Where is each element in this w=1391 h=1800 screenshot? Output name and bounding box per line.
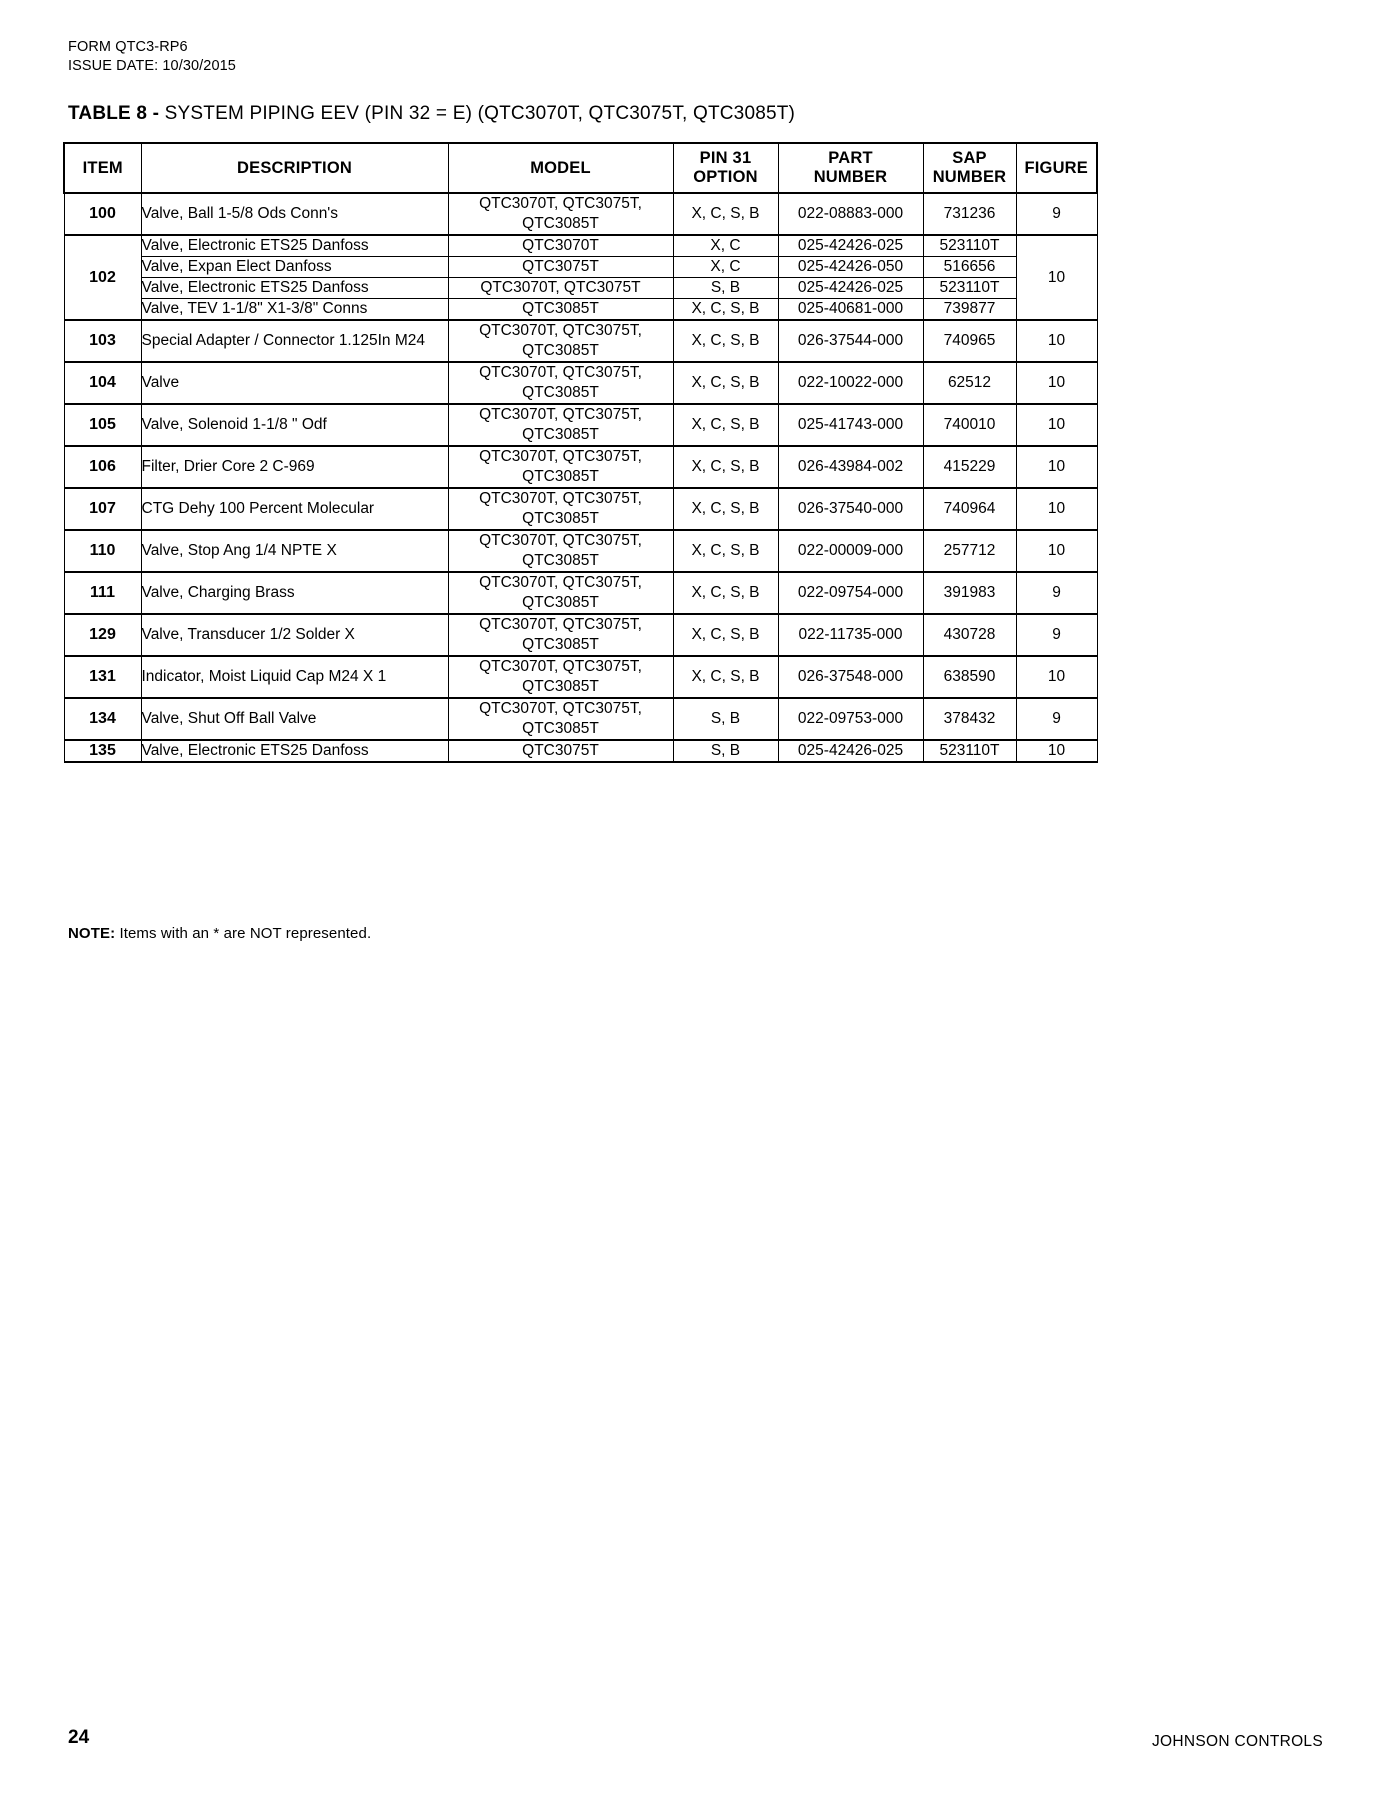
cell-description: Valve [141,362,448,404]
cell-part-number: 025-42426-025 [778,278,923,299]
cell-model: QTC3070T, QTC3075T, QTC3085T [448,572,673,614]
cell-part-number: 026-37548-000 [778,656,923,698]
cell-pin31-option: X, C, S, B [673,193,778,235]
cell-item: 104 [64,362,141,404]
cell-item: 110 [64,530,141,572]
cell-pin31-option: X, C, S, B [673,572,778,614]
cell-description: Valve, Transducer 1/2 Solder X [141,614,448,656]
cell-sap-number: 523110T [923,278,1016,299]
cell-figure: 10 [1016,446,1097,488]
cell-figure: 10 [1016,656,1097,698]
table-row [64,488,1097,530]
table-row [64,193,1097,235]
cell-model: QTC3070T, QTC3075T, QTC3085T [448,488,673,530]
pin31-line2: OPTION [693,168,758,186]
cell-pin31-option: S, B [673,278,778,299]
cell-part-number: 022-09753-000 [778,698,923,740]
document-header [68,38,236,75]
cell-figure: 9 [1016,572,1097,614]
cell-sap-number: 740965 [923,320,1016,362]
cell-description: CTG Dehy 100 Percent Molecular [141,488,448,530]
cell-description: Valve, Solenoid 1-1/8 " Odf [141,404,448,446]
cell-figure: 9 [1016,614,1097,656]
cell-figure: 10 [1016,530,1097,572]
cell-pin31-option: X, C, S, B [673,320,778,362]
cell-sap-number: 731236 [923,193,1016,235]
cell-part-number: 022-00009-000 [778,530,923,572]
table-row [64,740,1097,762]
table-title [68,103,795,125]
table-row [64,614,1097,656]
form-number: FORM QTC3-RP6 [68,39,188,55]
cell-sap-number: 415229 [923,446,1016,488]
cell-part-number: 022-08883-000 [778,193,923,235]
table-row [64,572,1097,614]
table-title-label: TABLE 8 - [68,103,165,124]
cell-model: QTC3070T, QTC3075T, QTC3085T [448,446,673,488]
cell-pin31-option: X, C, S, B [673,299,778,321]
cell-model: QTC3070T, QTC3075T, QTC3085T [448,698,673,740]
cell-model: QTC3070T, QTC3075T, QTC3085T [448,193,673,235]
cell-pin31-option: X, C [673,257,778,278]
cell-sap-number: 739877 [923,299,1016,321]
cell-item: 134 [64,698,141,740]
cell-item: 131 [64,656,141,698]
column-header-item: ITEM [64,143,141,193]
table-row [64,320,1097,362]
cell-description: Valve, Electronic ETS25 Danfoss [141,278,448,299]
column-header-figure: FIGURE [1016,143,1097,193]
cell-model: QTC3070T, QTC3075T [448,278,673,299]
cell-sap-number: 516656 [923,257,1016,278]
parts-table-body [64,193,1097,762]
part-line2: NUMBER [813,168,888,186]
cell-sap-number: 62512 [923,362,1016,404]
table-title-text: SYSTEM PIPING EEV (PIN 32 = E) (QTC3070T, QTC3075T, QTC3085T) [164,103,796,124]
table-row [64,656,1097,698]
cell-description: Valve, Ball 1-5/8 Ods Conn's [141,193,448,235]
part-line1: PART [828,149,873,167]
table-row [64,299,1097,321]
table-row [64,404,1097,446]
cell-pin31-option: X, C, S, B [673,488,778,530]
cell-pin31-option: S, B [673,698,778,740]
pin31-line1: PIN 31 [699,149,752,167]
cell-figure: 10 [1016,404,1097,446]
cell-part-number: 022-11735-000 [778,614,923,656]
page-number: 24 [68,1727,90,1748]
cell-part-number: 025-42426-050 [778,257,923,278]
cell-part-number: 025-41743-000 [778,404,923,446]
column-header-description: DESCRIPTION [141,143,448,193]
cell-description: Filter, Drier Core 2 C-969 [141,446,448,488]
cell-pin31-option: X, C, S, B [673,614,778,656]
cell-figure: 9 [1016,193,1097,235]
table-note [68,925,371,942]
cell-pin31-option: X, C, S, B [673,530,778,572]
cell-item: 129 [64,614,141,656]
cell-description: Valve, Shut Off Ball Valve [141,698,448,740]
cell-pin31-option: X, C [673,235,778,257]
table-row [64,362,1097,404]
cell-description: Special Adapter / Connector 1.125In M24 [141,320,448,362]
cell-part-number: 025-42426-025 [778,235,923,257]
cell-model: QTC3070T [448,235,673,257]
cell-item: 107 [64,488,141,530]
table-row [64,235,1097,257]
cell-sap-number: 523110T [923,740,1016,762]
cell-model: QTC3070T, QTC3075T, QTC3085T [448,656,673,698]
cell-figure: 10 [1016,362,1097,404]
cell-model: QTC3070T, QTC3075T, QTC3085T [448,320,673,362]
cell-pin31-option: X, C, S, B [673,404,778,446]
cell-part-number: 025-42426-025 [778,740,923,762]
cell-figure: 10 [1016,235,1097,320]
note-text: Items with an * are NOT represented. [115,925,372,942]
cell-description: Indicator, Moist Liquid Cap M24 X 1 [141,656,448,698]
table-row [64,257,1097,278]
cell-sap-number: 740010 [923,404,1016,446]
cell-item: 135 [64,740,141,762]
column-header-part-number [778,143,923,193]
cell-description: Valve, Charging Brass [141,572,448,614]
issue-date: ISSUE DATE: 10/30/2015 [68,57,236,74]
note-label: NOTE: [68,925,116,942]
cell-sap-number: 430728 [923,614,1016,656]
cell-figure: 10 [1016,488,1097,530]
table-row [64,698,1097,740]
cell-sap-number: 257712 [923,530,1016,572]
cell-item: 111 [64,572,141,614]
cell-description: Valve, TEV 1-1/8" X1-3/8" Conns [141,299,448,321]
cell-pin31-option: X, C, S, B [673,446,778,488]
cell-item: 103 [64,320,141,362]
cell-model: QTC3070T, QTC3075T, QTC3085T [448,404,673,446]
cell-item: 106 [64,446,141,488]
cell-model: QTC3075T [448,257,673,278]
parts-table [63,142,1098,763]
cell-part-number: 026-37540-000 [778,488,923,530]
cell-part-number: 026-37544-000 [778,320,923,362]
cell-description: Valve, Expan Elect Danfoss [141,257,448,278]
cell-item: 105 [64,404,141,446]
cell-description: Valve, Electronic ETS25 Danfoss [141,235,448,257]
cell-model: QTC3085T [448,299,673,321]
cell-description: Valve, Electronic ETS25 Danfoss [141,740,448,762]
cell-sap-number: 740964 [923,488,1016,530]
table-row [64,530,1097,572]
cell-model: QTC3070T, QTC3075T, QTC3085T [448,530,673,572]
column-header-pin31-option [673,143,778,193]
cell-pin31-option: S, B [673,740,778,762]
cell-description: Valve, Stop Ang 1/4 NPTE X [141,530,448,572]
cell-model: QTC3070T, QTC3075T, QTC3085T [448,614,673,656]
cell-part-number: 026-43984-002 [778,446,923,488]
table-row [64,278,1097,299]
cell-figure: 10 [1016,320,1097,362]
cell-item: 102 [64,235,141,320]
table-header-row [64,143,1097,193]
sap-line1: SAP [952,149,987,167]
cell-sap-number: 391983 [923,572,1016,614]
cell-pin31-option: X, C, S, B [673,362,778,404]
cell-part-number: 022-09754-000 [778,572,923,614]
cell-sap-number: 378432 [923,698,1016,740]
cell-figure: 9 [1016,698,1097,740]
table-row [64,446,1097,488]
cell-item: 100 [64,193,141,235]
column-header-model: MODEL [448,143,673,193]
cell-sap-number: 523110T [923,235,1016,257]
cell-part-number: 022-10022-000 [778,362,923,404]
cell-model: QTC3075T [448,740,673,762]
cell-part-number: 025-40681-000 [778,299,923,321]
footer-brand: JOHNSON CONTROLS [1151,1733,1323,1750]
cell-figure: 10 [1016,740,1097,762]
cell-model: QTC3070T, QTC3075T, QTC3085T [448,362,673,404]
sap-line2: NUMBER [932,168,1007,186]
cell-sap-number: 638590 [923,656,1016,698]
column-header-sap-number [923,143,1016,193]
cell-pin31-option: X, C, S, B [673,656,778,698]
